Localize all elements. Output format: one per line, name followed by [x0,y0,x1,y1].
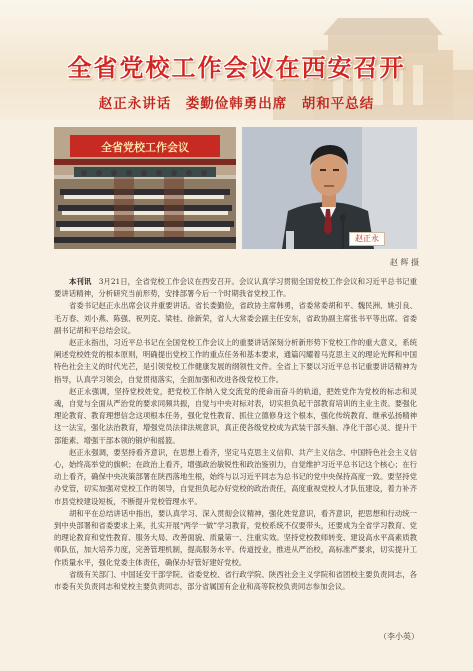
article-paragraph: 赵正永强调，坚持党校姓党，把党校工作纳入党交流党的使命而奋斗的轨道，把姓党作为党校的标志和灵魂，自觉与全面从严治党的要求同频共振，自觉与中央对标对表，切实担负起干部教育培训的主业主责。要强化理论教育、教育理想信念这项根本任务，强化党性教育、抓住立德修身这个根本，强化传统教育、继承弘扬精神这一法宝，强化法治教育，增强党员法律法规意识，真正使各级党校成为武装干部头脑、净化干部心灵、提升干部能素、增强干部本领的锻炉和摇篮。 [54,386,417,445]
page-subtitle: 赵正永讲话 娄勤俭韩勇出席 胡和平总结 [98,96,375,112]
speaker-nameplate: 赵正永 [349,232,385,246]
header-banner [0,0,473,120]
article-byline: （李小英） [379,632,419,641]
article-paragraph: 省委书记赵正永出席会议并重要讲话。省长娄勤俭，省政协主席韩勇，省委常委胡和平、魏民洲、姚引良、毛万春、刘小燕、陈强、祝列克、梁桂、徐新荣，省人大常委会副主任安东，省政协副主席张书平等出席。省委副书记胡和平总结会议。 [54,301,417,335]
page-title: 全省党校工作会议在西安召开 [67,54,406,82]
article-paragraph: 本刊讯 3月21日，全省党校工作会议在西安召开。会议认真学习贯彻全国党校工作会议和习近平总书记重要讲话精神，分析研究当前形势，安排部署今后一个时期我省党校工作。 [54,277,417,299]
article-paragraph: 胡和平在总结讲话中指出，要认真学习、深入贯彻会议精神，强化姓党意识，看齐意识，把思想和行动统一到中央部署和省委要求上来，扎实开展“两学一做”学习教育，党校系统不仅要带头，还要成为全省学习教育、党的理论教育和党性教育、服务大局、改善面貌、质量第一、注重实效。坚持党校教师转变、建设高水平高素质教师队伍，加大培养力度，完善管理机制，提高服务水平。传道授业，推进从严治校，高标准严要求，切实提升工作质量水平，强化党委主体责任，确保办好管好建好党校。 [54,508,417,567]
conference-hall-photo [54,127,236,249]
article-lead: 本刊讯 [69,277,92,286]
article-body [54,276,417,593]
article-paragraph: 赵正永指出，习近平总书记在全国党校工作会议上的重要讲话深刻分析新形势下党校工作的重大意义，系统阐述党校姓党的根本原则，明确提出党校工作的重点任务和基本要求，通篇闪耀着马克思主义的理论光辉和中国特色社会主义的时代光芒，是引领党校工作健康发展的纲领性文件。全省上下要以习近平总书记重要讲话精神为指导，认真学习领会，自觉贯彻落实，全面加强和改进各级党校工作。 [54,338,417,384]
photo-credit: 赵 辉 摄 [389,258,419,267]
conference-hall-image [54,127,236,249]
hall-banner-text: 全省党校工作会议 [101,141,189,154]
article-paragraph: 赵正永强调，要坚持看齐意识，在思想上看齐，坚定马克思主义信仰、共产主义信念、中国特色社会主义信心，始终高举党的旗帜；在政治上看齐，增强政治敏锐性和政治鉴别力，自觉维护习近平总书记这个核心；在行动上看齐，确保中央决策部署在陕西落地生根，始终与以习近平同志为总书记的党中央保持高度一致。要坚持党办党管，切实加强对党校工作的领导，自觉担负起办好党校的政治责任，高度重视党校人才队伍建设，着力补齐市县党校建设短板，不断提升党校管理水平。 [54,447,417,506]
speaker-photo [242,127,417,249]
speaker-image [242,127,417,249]
article-paragraph: 省级有关部门、中国延安干部学院、省委党校、省行政学院、陕西社会主义学院和省团校主要负责同志，各市委有关负责同志和党校主要负责同志，部分省属国有企业和高等院校负责同志参加会议。 [54,569,417,592]
